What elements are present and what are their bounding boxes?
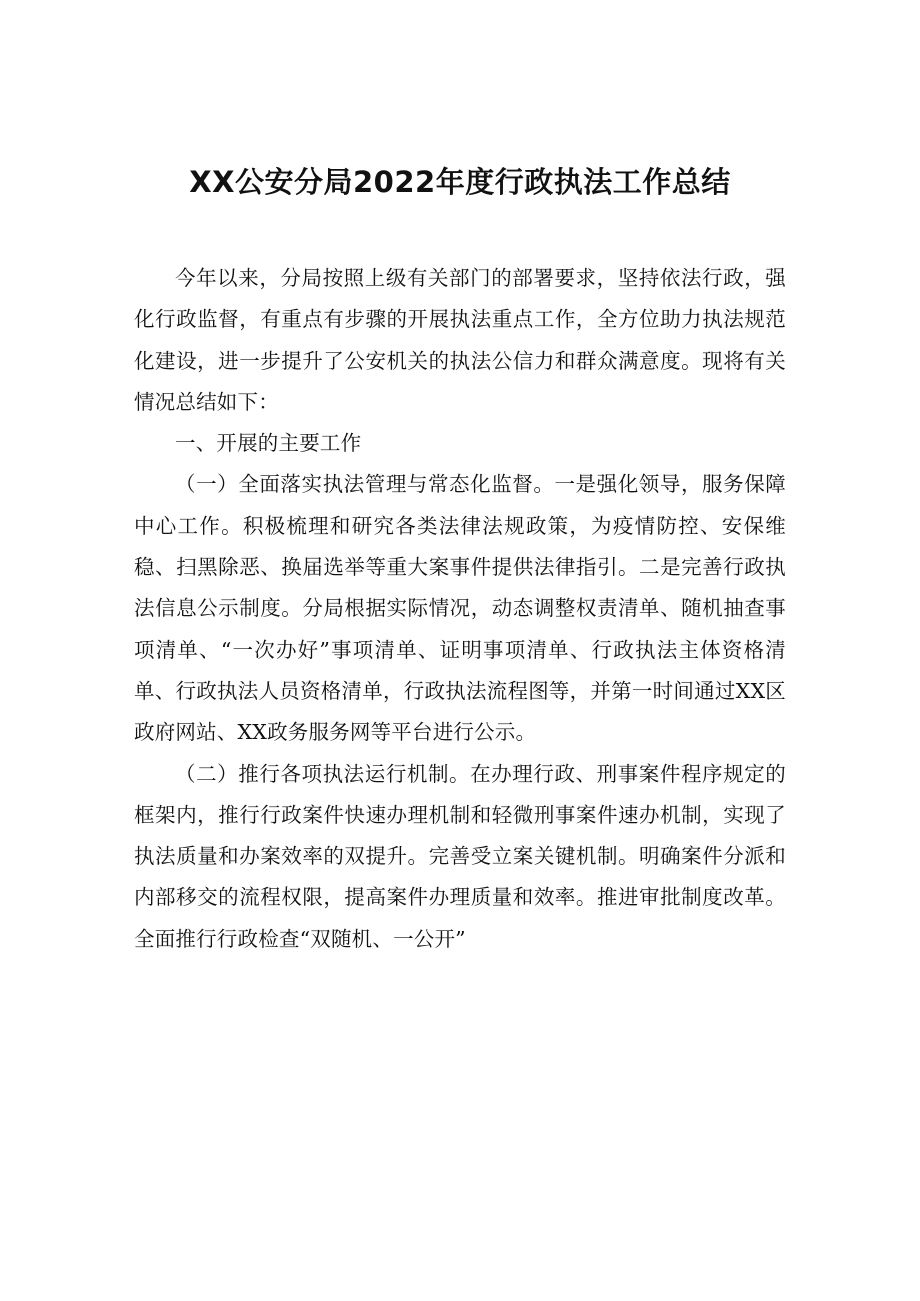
document-title: XX公安分局2022年度行政执法工作总结 [189,165,731,199]
document-body [134,258,786,960]
body-paragraph: （一）全面落实执法管理与常态化监督。一是强化领导，服务保障中心工作。积极梳理和研究各类法律法规政策，为疫情防控、安保维稳、扫黑除恶、换届选举等重大案事件提供法律指引。二是完善行政执法信息公示制度。分局根据实际情况，动态调整权责清单、随机抽查事项清单、“一次办好”事项清单、证明事项清单、行政执法主体资格清单、行政执法人员资格清单，行政执法流程图等，并第一时间通过XX区政府网站、XX政务服务网等平台进行公示。 [134,472,786,745]
body-paragraph: （二）推行各项执法运行机制。在办理行政、刑事案件程序规定的框架内，推行行政案件快速办理机制和轻微刑事案件速办机制，实现了执法质量和办案效率的双提升。完善受立案关键机制。明确案件分派和内部移交的流程权限，提高案件办理质量和效率。推进审批制度改革。全面推行行政检查“双随机、一公开” [134,761,786,951]
intro-paragraph: 今年以来，分局按照上级有关部门的部署要求，坚持依法行政，强化行政监督，有重点有步骤的开展执法重点工作，全方位助力执法规范化建设，进一步提升了公安机关的执法公信力和群众满意度。现将有关情况总结如下： [134,266,786,414]
section-heading: 一、开展的主要工作 [175,431,362,456]
